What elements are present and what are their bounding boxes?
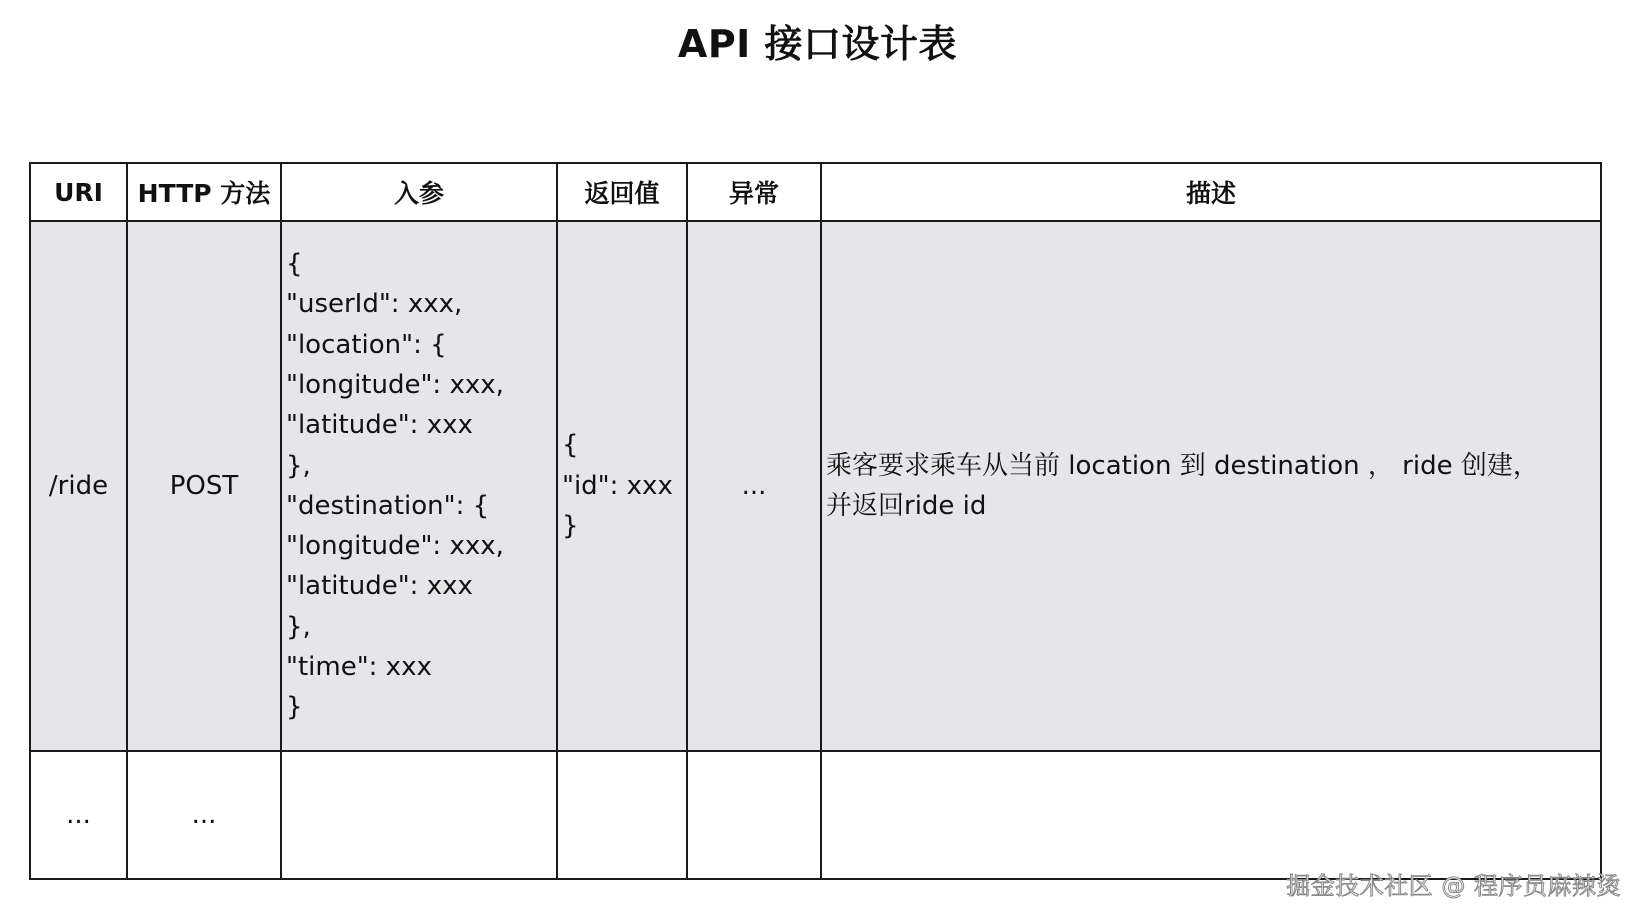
api-design-table: [29, 162, 1602, 880]
header-params: 入参: [281, 163, 557, 221]
cell-description: [821, 751, 1601, 879]
header-uri: URI: [30, 163, 127, 221]
cell-returns: [557, 751, 687, 879]
param-line: "latitude": xxx: [286, 571, 473, 602]
page-title: API 接口设计表: [677, 22, 958, 66]
header-returns: 返回值: [557, 163, 687, 221]
param-line: "userId": xxx,: [286, 289, 463, 320]
param-line: "time": xxx: [286, 651, 432, 682]
param-line: "longitude": xxx,: [286, 531, 504, 562]
cell-exception: ...: [687, 221, 821, 751]
cell-exception: [687, 751, 821, 879]
param-line: {: [286, 249, 303, 280]
header-http-method: HTTP 方法: [127, 163, 281, 221]
header-description: 描述: [821, 163, 1601, 221]
return-line: {: [562, 430, 579, 461]
cell-params: [281, 751, 557, 879]
table-row: [30, 221, 1601, 751]
cell-http-method: POST: [127, 221, 281, 751]
cell-params: [281, 221, 557, 751]
param-line: "latitude": xxx: [286, 410, 473, 441]
watermark: 掘金技术社区 @ 程序员麻辣烫: [1286, 872, 1621, 900]
param-line: },: [286, 450, 311, 481]
param-line: }: [286, 692, 303, 723]
header-exception: 异常: [687, 163, 821, 221]
cell-uri: ...: [30, 751, 127, 879]
return-line: }: [562, 510, 579, 541]
cell-uri: /ride: [30, 221, 127, 751]
table-row: [30, 751, 1601, 879]
cell-returns: [557, 221, 687, 751]
param-line: "destination": {: [286, 490, 490, 521]
param-line: "longitude": xxx,: [286, 369, 504, 400]
cell-description: 乘客要求乘车从当前 location 到 destination ， ride 创建，并返回ride id: [821, 221, 1601, 751]
header-row: [30, 163, 1601, 221]
param-line: },: [286, 611, 311, 642]
return-line: "id": xxx: [562, 470, 673, 501]
param-line: "location": {: [286, 329, 447, 360]
cell-http-method: ...: [127, 751, 281, 879]
